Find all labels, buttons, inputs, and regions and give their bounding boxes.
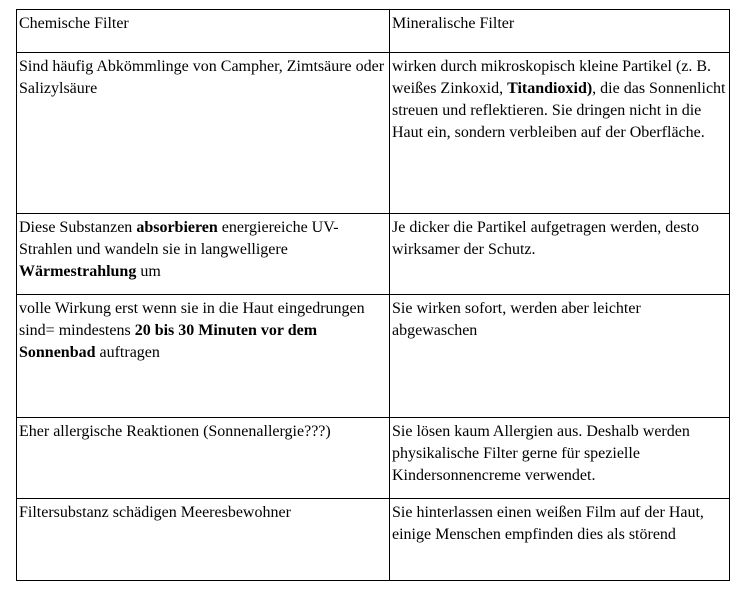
table-cell-chemical — [17, 53, 390, 214]
cell-text: auftragen — [95, 344, 160, 361]
header-row — [17, 10, 730, 53]
cell-text: Eher allergische Reaktionen (Sonnenallergie???) — [19, 423, 331, 440]
table-row — [17, 295, 730, 418]
table-cell-chemical — [17, 214, 390, 295]
cell-text: energiereiche UV-Strahlen und wandeln sie in langwelligere — [19, 219, 339, 258]
table-row — [17, 53, 730, 214]
table-cell-mineral — [390, 295, 730, 418]
header-mineralische-filter: Mineralische Filter — [390, 10, 730, 53]
cell-text-bold: absorbieren — [136, 219, 218, 236]
cell-text: Sind häufig Abkömmlinge von Campher, Zimtsäure oder Salizylsäure — [19, 58, 385, 97]
table-cell-chemical — [17, 418, 390, 499]
cell-text: wirken durch mikroskopisch kleine Partikel (z. B. weißes Zinkoxid, — [392, 58, 712, 97]
table-row — [17, 499, 730, 581]
table-cell-mineral — [390, 214, 730, 295]
cell-text: Sie hinterlassen einen weißen Film auf der Haut, einige Menschen empfinden dies als störend — [392, 504, 704, 543]
cell-text-bold: Titandioxid) — [507, 80, 593, 97]
table-cell-chemical — [17, 295, 390, 418]
cell-text: Je dicker die Partikel aufgetragen werden, desto wirksamer der Schutz. — [392, 219, 699, 258]
filter-comparison-table — [16, 9, 730, 581]
cell-text: Sie wirken sofort, werden aber leichter abgewaschen — [392, 300, 641, 339]
cell-text: Filtersubstanz schädigen Meeresbewohner — [19, 504, 291, 521]
header-chemische-filter: Chemische Filter — [17, 10, 390, 53]
cell-text: , die das Sonnenlicht streuen und reflektieren. Sie dringen nicht in die Haut ein, sondern verbleiben auf der Oberfläche. — [392, 80, 726, 141]
cell-text: Diese Substanzen — [19, 219, 137, 236]
cell-text: volle Wirkung erst wenn sie in die Haut eingedrungen sind= mindestens — [19, 300, 365, 339]
table-cell-mineral — [390, 418, 730, 499]
table-row — [17, 214, 730, 295]
cell-text: Sie lösen kaum Allergien aus. Deshalb werden physikalische Filter gerne für spezielle Kindersonnencreme verwendet. — [392, 423, 690, 484]
cell-text: um — [136, 263, 161, 280]
table-cell-mineral — [390, 53, 730, 214]
cell-text-bold: 20 bis 30 Minuten vor dem Sonnenbad — [19, 322, 318, 361]
table-cell-chemical — [17, 499, 390, 581]
table-cell-mineral — [390, 499, 730, 581]
table-row — [17, 418, 730, 499]
cell-text-bold: Wärmestrahlung — [19, 263, 137, 280]
